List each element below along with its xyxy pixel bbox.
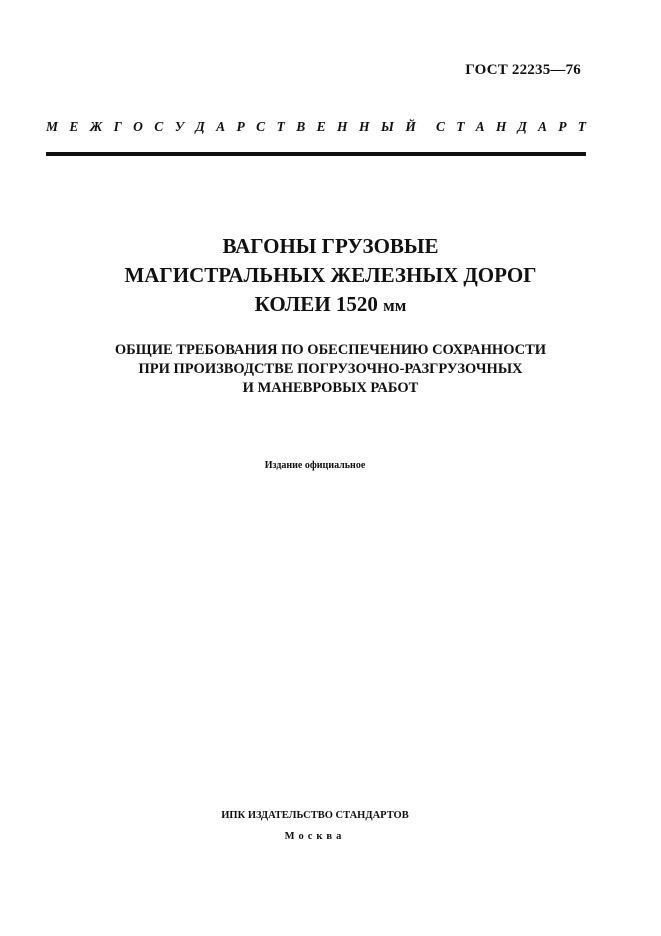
edition-label: Издание официальное <box>264 460 366 471</box>
letter: Г <box>113 119 122 134</box>
letter: Д <box>517 119 527 134</box>
letter: С <box>256 119 266 134</box>
letter: А <box>538 119 548 134</box>
letter: С <box>436 119 446 134</box>
standard-type-heading <box>46 119 586 135</box>
document-subtitle <box>0 341 661 398</box>
publisher-name: ИПК ИЗДАТЕЛЬСТВО СТАНДАРТОВ <box>221 810 409 821</box>
letter: У <box>174 119 185 134</box>
letter: А <box>475 119 485 134</box>
letter: Н <box>495 119 507 134</box>
letter: Ж <box>89 119 103 134</box>
subtitle-line-1: ОБЩИЕ ТРЕБОВАНИЯ ПО ОБЕСПЕЧЕНИЮ СОХРАННОСТИ <box>114 342 547 358</box>
letter: Р <box>558 119 567 134</box>
title-line-3-unit: мм <box>383 296 407 315</box>
title-line-2: МАГИСТРАЛЬНЫХ ЖЕЛЕЗНЫХ ДОРОГ <box>124 263 537 287</box>
letter: Е <box>316 119 326 134</box>
letter: Р <box>236 119 245 134</box>
gost-number: ГОСТ 22235—76 <box>465 62 581 78</box>
letter: О <box>133 119 143 134</box>
title-line-3 <box>0 290 661 320</box>
letter: В <box>296 119 306 134</box>
letter: Е <box>69 119 79 134</box>
letter: Т <box>577 119 586 134</box>
letter: Н <box>358 119 370 134</box>
subtitle-line-2: ПРИ ПРОИЗВОДСТВЕ ПОГРУЗОЧНО-РАЗГРУЗОЧНЫХ <box>138 361 523 377</box>
standard-type-word-interstate <box>46 119 416 135</box>
title-line-3-text: КОЛЕИ 1520 <box>254 292 378 316</box>
title-line-1: ВАГОНЫ ГРУЗОВЫЕ <box>222 234 439 258</box>
letter: Ы <box>380 119 394 134</box>
letter: М <box>46 119 59 134</box>
standard-type-word-standard <box>436 119 586 135</box>
letter: Т <box>276 119 285 134</box>
letter: С <box>154 119 164 134</box>
letter: Д <box>195 119 205 134</box>
subtitle-line-3: И МАНЕВРОВЫХ РАБОТ <box>242 380 419 396</box>
header-divider <box>46 152 586 156</box>
document-title <box>0 232 661 320</box>
letter: Й <box>405 119 416 134</box>
letter: Т <box>456 119 465 134</box>
letter: Н <box>337 119 348 134</box>
letter: А <box>216 119 226 134</box>
publisher-city: Москва <box>284 831 346 842</box>
